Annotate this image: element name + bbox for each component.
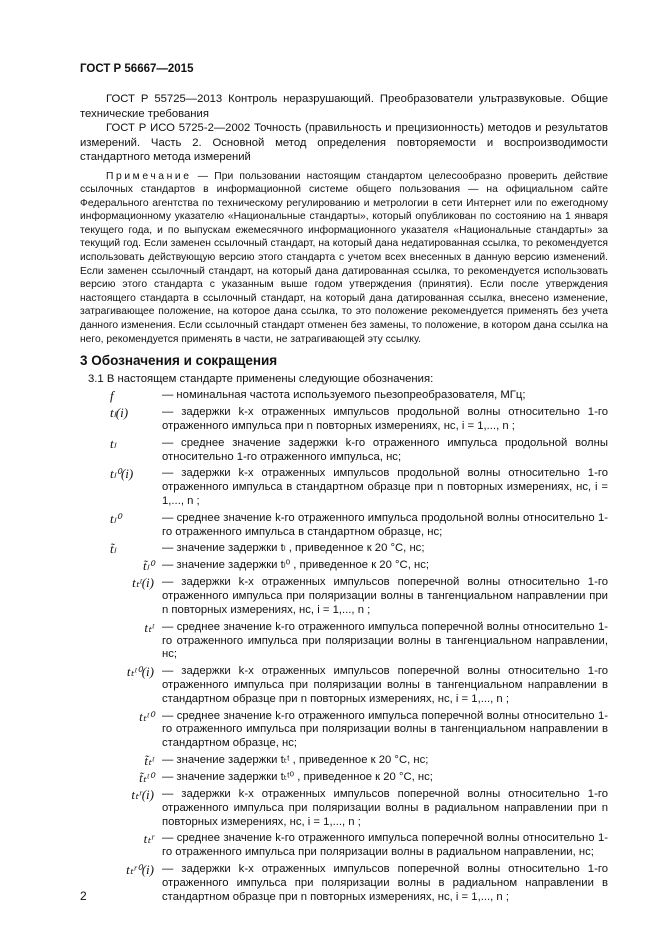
definition-text: — задержки k-х отраженных импульсов поперечной волны относительно 1-го отраженного импульса при поляризации волны в радиальном направлении в стандартном образце при n повторных измерениях, нс, i = 1,..., n ;: [162, 862, 608, 903]
definition-text: — номинальная частота используемого пьезопреобразователя, МГц;: [162, 389, 526, 402]
definition-row: [80, 788, 608, 829]
definition-row: [80, 389, 608, 403]
note-paragraph: [80, 170, 608, 347]
definition-text: — значение задержки tₗ , приведенное к 20 °С, нс;: [162, 542, 425, 555]
definition-symbol: tₜʳ⁰(i): [126, 861, 154, 877]
definition-row: [80, 754, 608, 768]
document-code-header: ГОСТ Р 56667—2015: [80, 63, 194, 75]
symbol-definition-list: [80, 389, 608, 904]
definition-row: [80, 771, 608, 785]
definition-symbol: tₜᵗ: [144, 619, 154, 635]
definition-symbol: tₜʳ(i): [131, 786, 154, 802]
reference-gost-iso-5725-2: ГОСТ Р ИСО 5725-2—2002 Точность (правильность и прецизионность) методов и результатов измерений. Часть 2. Основной метод определения повторяемости и воспроизводимости стандартного метода измерений: [80, 122, 608, 163]
definition-symbol: tₗ⁰: [110, 510, 121, 526]
definition-symbol: t̃ₜᵗ⁰: [139, 769, 154, 785]
definition-symbol: tₗ: [110, 435, 116, 451]
page-body: [80, 92, 608, 907]
definition-row: [80, 467, 608, 508]
definition-row: [80, 710, 608, 751]
page-number: 2: [80, 889, 87, 903]
definition-text: — значение задержки tₜᵗ⁰ , приведенное к 20 °С, нс;: [162, 770, 433, 783]
definition-text: — среднее значение k-го отраженного импульса поперечной волны относительно 1-го отраженного импульса при поляризации волны в тангенциальном направлении, нс;: [162, 620, 608, 661]
section-title: 3 Обозначения и сокращения: [80, 353, 278, 369]
definition-row: [80, 863, 608, 904]
definition-row: [80, 832, 608, 860]
section-intro: 3.1 В настоящем стандарте применены следующие обозначения:: [88, 373, 434, 386]
note-label: Примечание: [106, 170, 192, 182]
definition-row: [80, 576, 608, 617]
definition-text: — задержки k-х отраженных импульсов поперечной волны относительно 1-го отраженного импульса при поляризации волны в тангенциальном направлении при n повторных измерениях, нс, i = 1,..., n ;: [162, 576, 608, 616]
definition-row: [80, 621, 608, 662]
definition-symbol: tₗ⁰(i): [110, 466, 134, 482]
definition-symbol: t̃ₗ: [110, 541, 116, 557]
definition-symbol: tₜʳ: [143, 831, 154, 847]
reference-gost-55725: ГОСТ Р 55725—2013 Контроль неразрушающий. Преобразователи ультразвуковые. Общие технические требования: [80, 93, 608, 120]
definition-row: [80, 437, 608, 465]
definition-text: — среднее значение задержки k-го отраженного импульса продольной волны относительно 1-го отраженного импульса, нс;: [162, 436, 608, 463]
definition-text: — задержки k-х отраженных импульсов поперечной волны относительно 1-го отраженного импульса при поляризации волны в тангенциальном направлении в стандартном образце при n повторных измерениях, нс, i = 1,..., n ;: [162, 665, 608, 705]
definition-text: — задержки k-х отраженных импульсов продольной волны относительно 1-го отраженного импульса при n повторных измерениях, нс, i = 1,..., n ;: [162, 406, 608, 433]
definition-row: [80, 559, 608, 573]
definition-symbol: tₗ(i): [110, 405, 129, 421]
definition-text: — среднее значение k-го отраженного импульса продольной волны относительно 1-го отраженного импульса в стандартном образце, нс;: [162, 511, 608, 538]
definition-text: — задержки k-х отраженных импульсов поперечной волны относительно 1-го отраженного импульса при поляризации волны в радиальном направлении при n повторных измерениях, нс, i = 1,..., n ;: [162, 787, 608, 828]
definition-row: [80, 512, 608, 540]
definition-text: — значение задержки tₗ⁰ , приведенное к 20 °С, нс;: [162, 559, 429, 572]
definition-symbol: t̃ₜᵗ: [144, 752, 154, 768]
definition-row: [80, 665, 608, 706]
definition-text: — среднее значение k-го отраженного импульса поперечной волны относительно 1-го отраженного импульса при поляризации волны в радиальном направлении, нс;: [162, 832, 608, 859]
definition-symbol: tₜᵗ⁰: [139, 708, 154, 724]
definition-row: [80, 542, 608, 556]
definition-symbol: t̃ₗ⁰: [143, 558, 154, 574]
definition-text: — значение задержки tₜᵗ , приведенное к 20 °С, нс;: [162, 753, 429, 766]
note-text: — При пользовании настоящим стандартом целесообразно проверить действие ссылочных стандартов в информационной системе общего пользования — на официальном сайте Федерального агентства по техническому регулированию и метрологии в сети Интернет или по ежегодному информационному указателю «Национальные стандарты», который опубликован по состоянию на 1 января текущего года, и по выпускам ежемесячного информационного указателя «Национальные стандарты» за текущий год. Если заменен ссылочный стандарт, на который дана недатированная ссылка, то рекомендуется использовать действующую версию этого стандарта с учетом всех внесенных в данную версию изменений. Если заменен ссылочный стандарт, на который дана датированная ссылка, то рекомендуется использовать версию этого стандарта с указанным выше годом утверждения (принятия). Если после утверждения настоящего стандарта в ссылочный стандарт, на который дана датированная ссылка, внесено изменение, затрагивающее положение, на которое дана ссылка, то это положение рекомендуется применять без учета данного изменения. Если ссылочный стандарт отменен без замены, то положение, в котором дана ссылка на него, рекомендуется применять в части, не затрагивающей эту ссылку.: [80, 170, 608, 345]
definition-text: — задержки k-х отраженных импульсов продольной волны относительно 1-го отраженного импульса в стандартном образце при n повторных измерениях, нс, i = 1,..., n ;: [162, 467, 608, 507]
definition-symbol: tₜᵗ⁰(i): [126, 664, 154, 680]
definition-symbol: f: [110, 388, 114, 404]
definition-text: — среднее значение k-го отраженного импульса поперечной волны относительно 1-го отраженного импульса при поляризации волны в тангенциальном направлении в стандартном образце, нс;: [162, 709, 608, 750]
definition-row: [80, 406, 608, 434]
definition-symbol: tₜᵗ(i): [132, 575, 154, 591]
